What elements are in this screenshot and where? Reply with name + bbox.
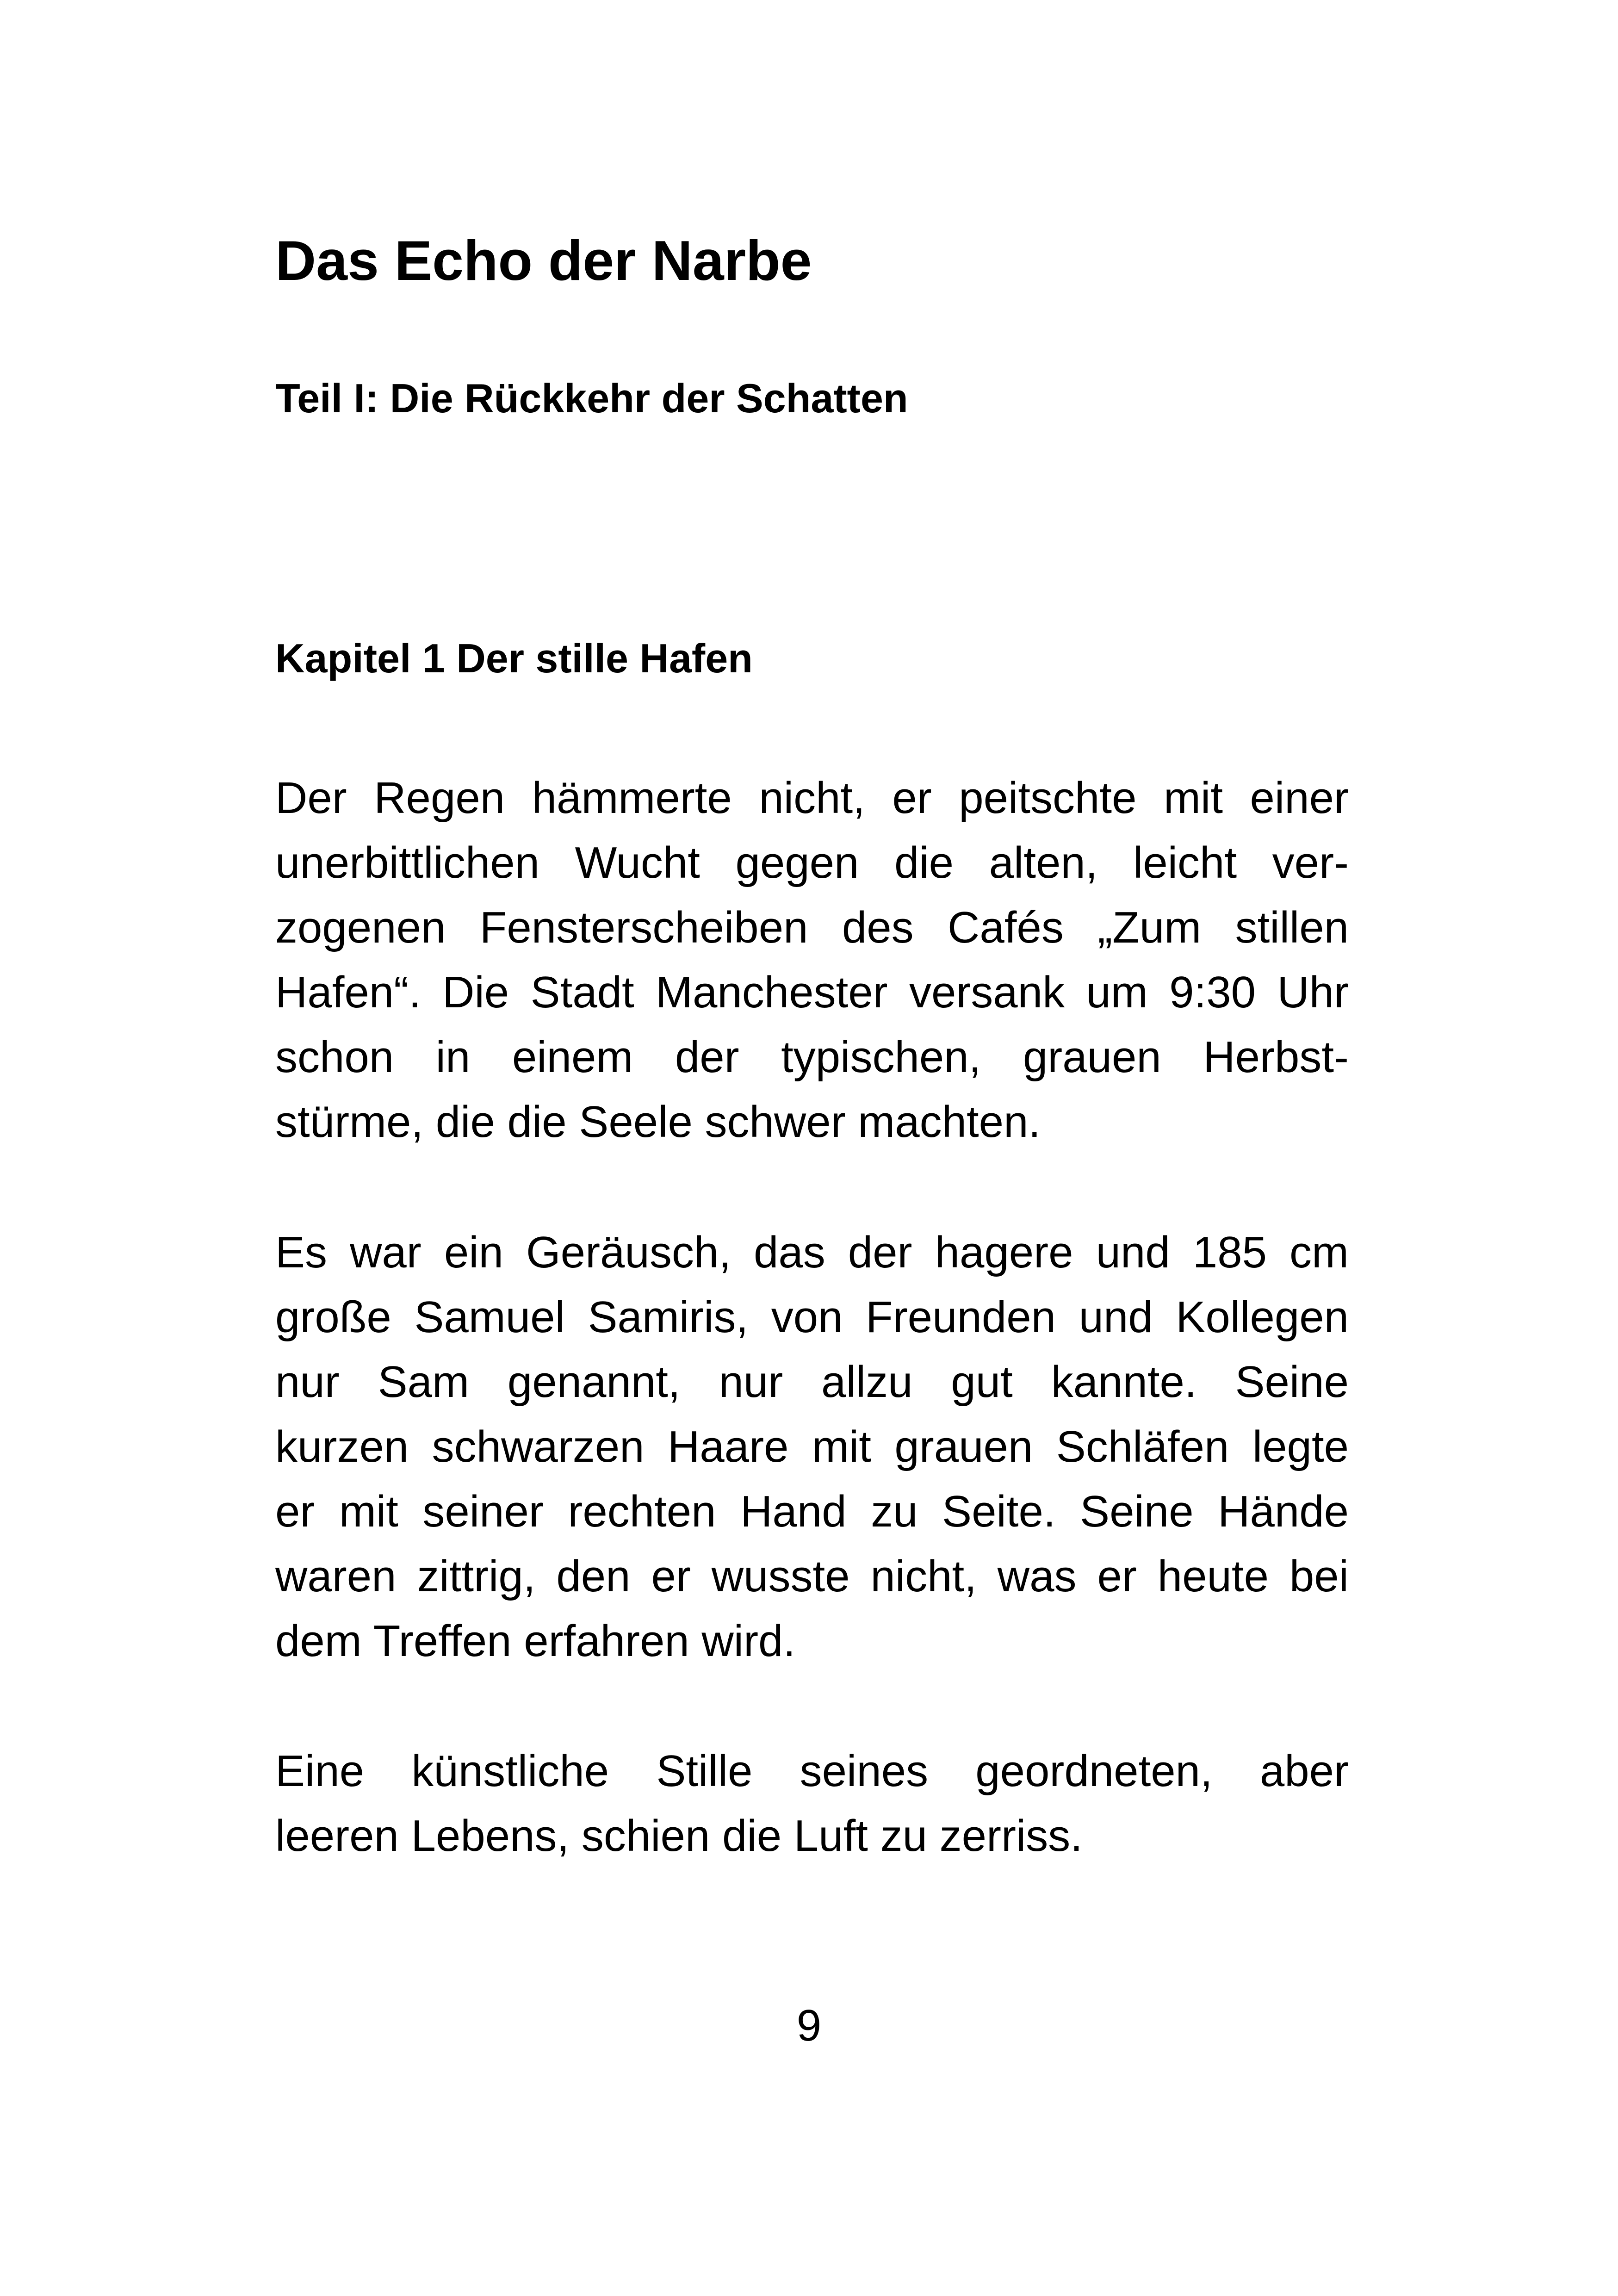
paragraph-1 [275,766,1349,1154]
text-line: Es war ein Geräusch, das der hagere und 185 cm [275,1228,1349,1277]
text-line: waren zittrig, den er wusste nicht, was er heute bei [275,1551,1349,1601]
paragraph-3 [275,1739,1349,1868]
text-line: Eine künstliche Stille seines geordneten, aber [275,1746,1349,1796]
paragraph-2 [275,1220,1349,1674]
text-line: große Samuel Samiris, von Freunden und Kollegen [275,1292,1349,1342]
text-line: unerbittlichen Wucht gegen die alten, leicht ver- [275,838,1349,887]
text-line: er mit seiner rechten Hand zu Seite. Seine Hände [275,1487,1349,1536]
text-line: zogenen Fensterscheiben des Cafés „Zum stillen [275,903,1349,952]
text-line: Hafen“. Die Stadt Manchester versank um 9:30 Uhr [275,968,1349,1017]
page-number: 9 [796,2001,822,2050]
part-title: Teil I: Die Rückkehr der Schatten [275,375,908,421]
text-line: schon in einem der typischen, grauen Herbst- [275,1032,1349,1082]
text-line: stürme, die die Seele schwer machten. [275,1097,1041,1147]
text-line: nur Sam genannt, nur allzu gut kannte. Seine [275,1357,1349,1407]
chapter-title: Kapitel 1 Der stille Hafen [275,635,753,681]
text-line: kurzen schwarzen Haare mit grauen Schläfen legte [275,1422,1349,1471]
text-line: Der Regen hämmerte nicht, er peitschte mit einer [275,773,1349,823]
text-line: dem Treffen erfahren wird. [275,1616,796,1666]
text-line: leeren Lebens, schien die Luft zu zerriss. [275,1811,1083,1861]
book-title: Das Echo der Narbe [275,229,812,292]
